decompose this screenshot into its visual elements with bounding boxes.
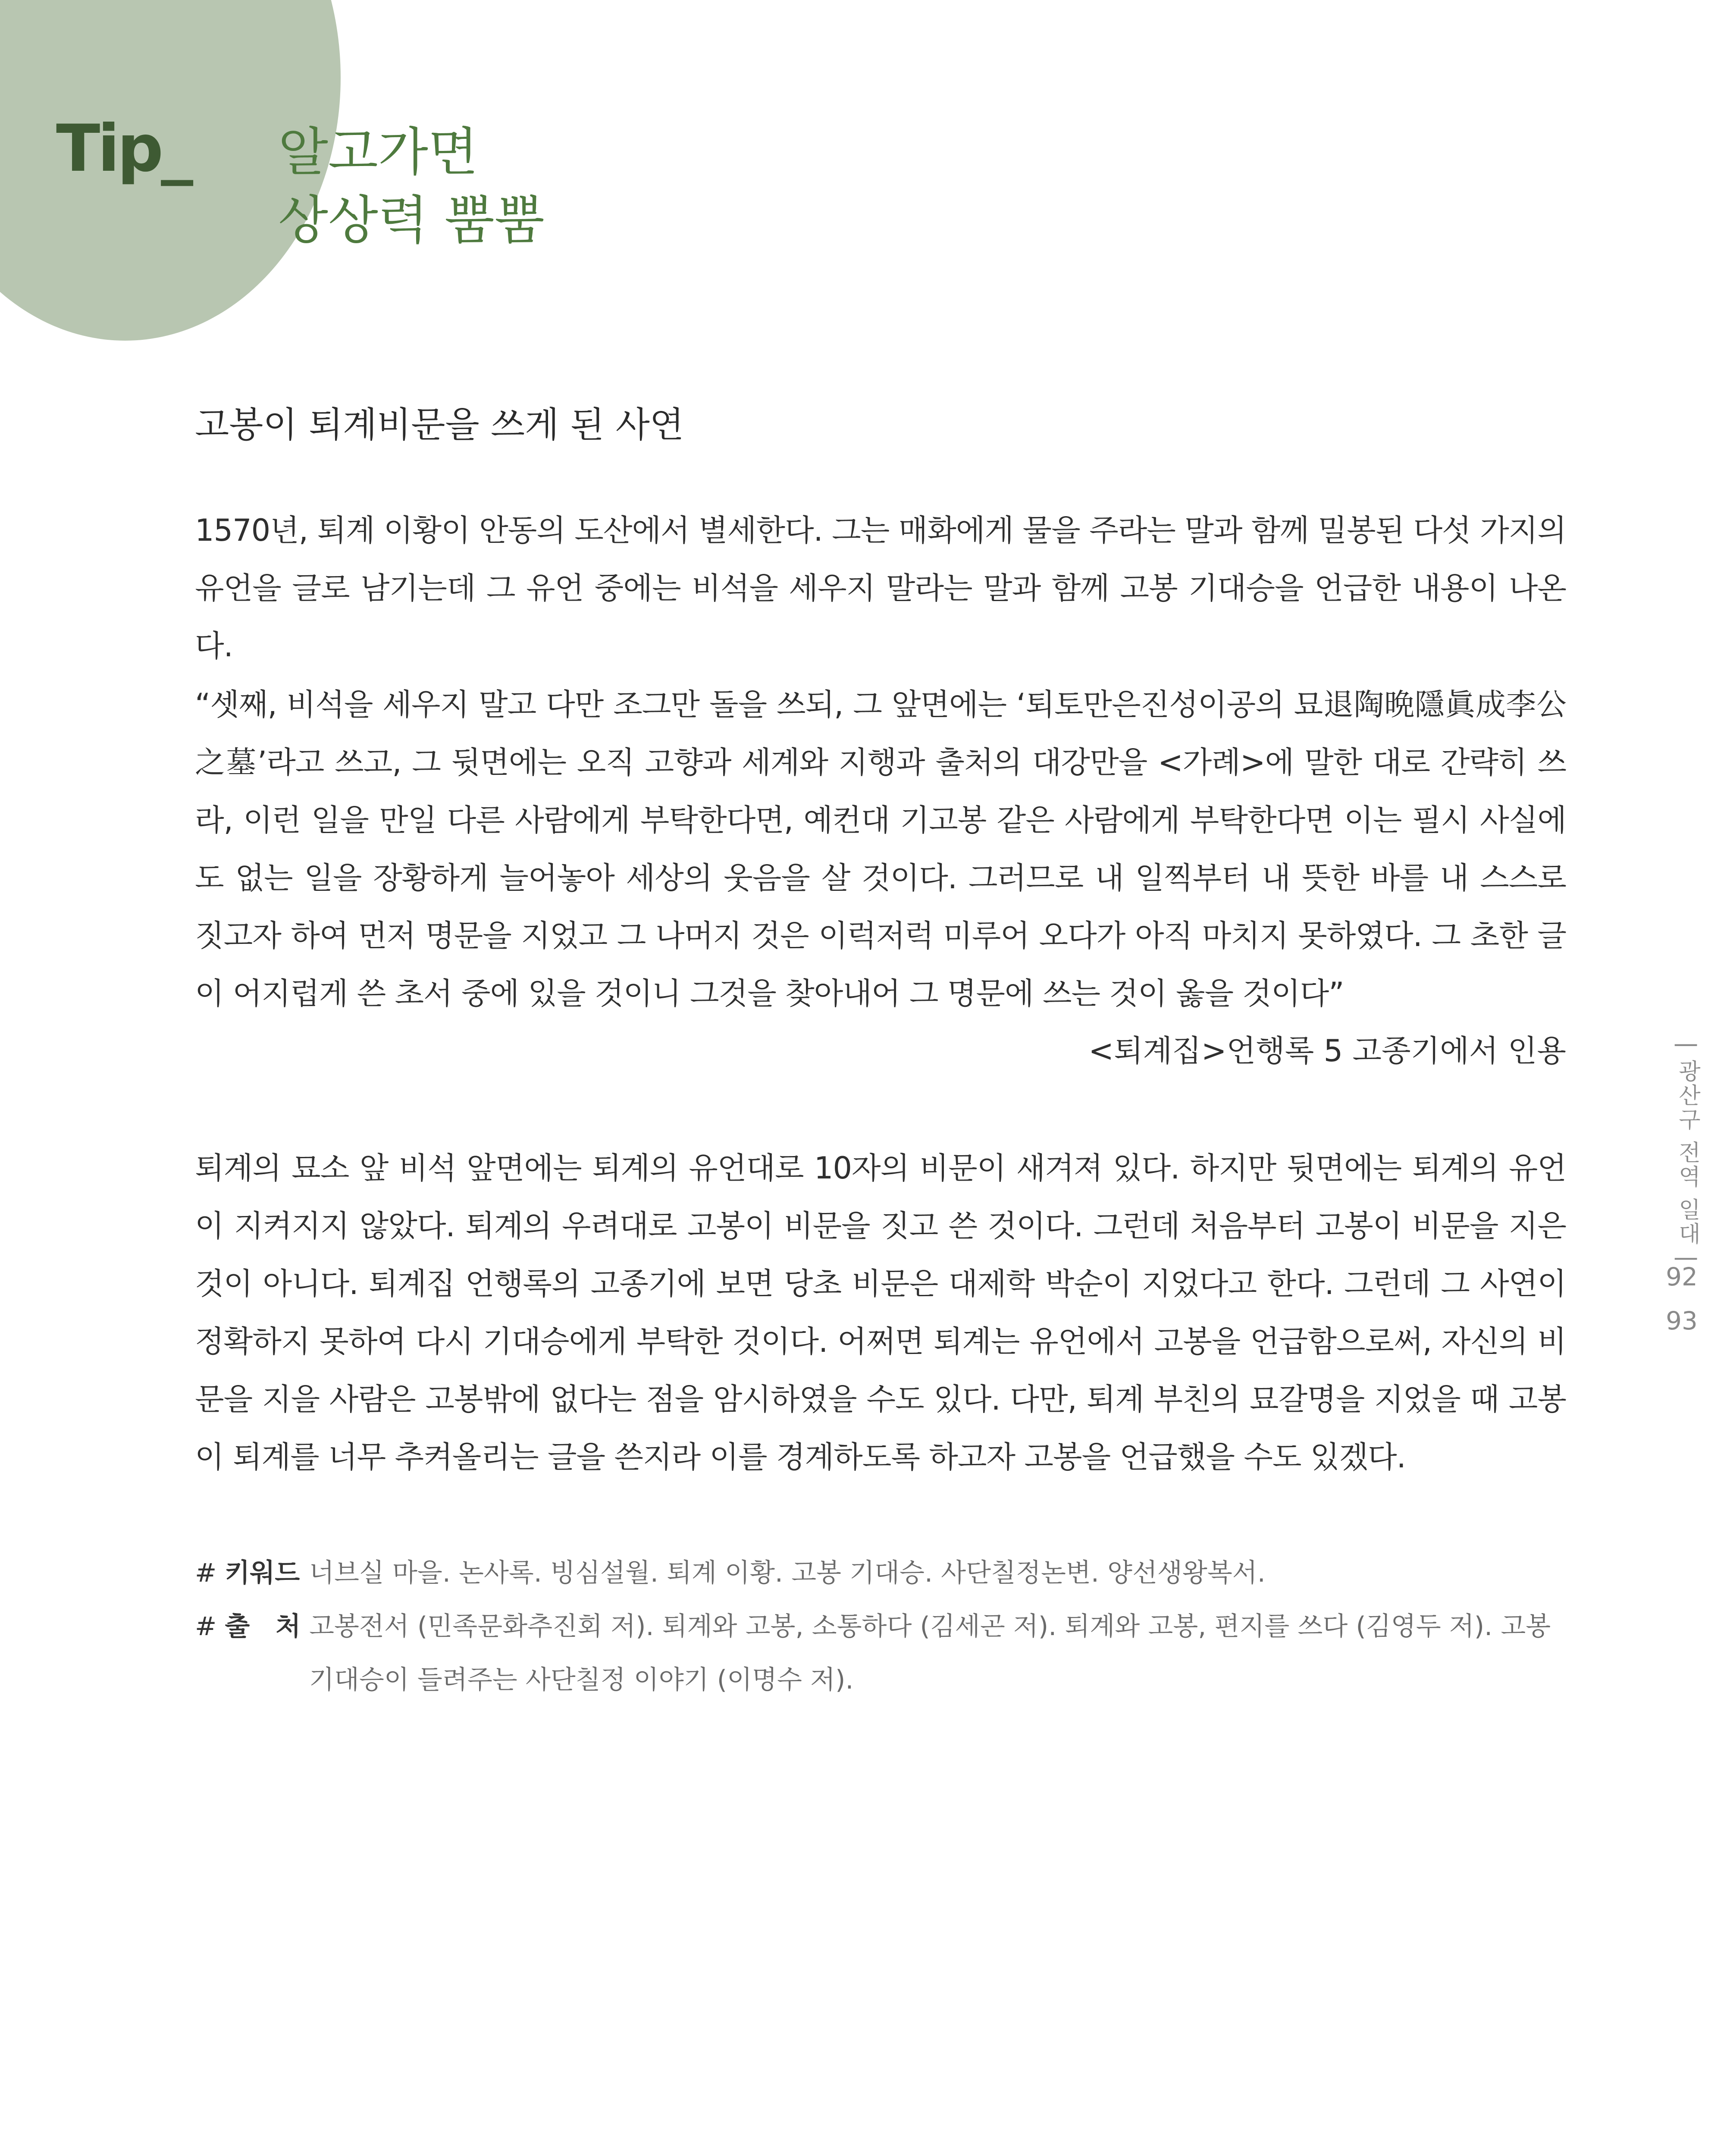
header-title-line1: 알고가면 <box>278 122 478 182</box>
paragraph-explanation: 퇴계의 묘소 앞 비석 앞면에는 퇴계의 유언대로 10자의 비문이 새겨져 있다. 하지만 뒷면에는 퇴계의 유언이 지켜지지 않았다. 퇴계의 우려대로 고봉이 비문을 짓고 쓴 것이다. 그런데 처음부터 고봉이 비문을 지은 것이 아니다. 퇴계집 언행록의 고종기에 보면 당초 비문은 대제학 박순이 지었다고 한다. 그런데 그 사연이 정확하지 못하여 다시 기대승에게 부탁한 것이다. 어쩌면 퇴계는 유언에서 고봉을 언급함으로써, 자신의 비문을 지을 사람은 고봉밖에 없다는 점을 암시하였을 수도 있다. 다만, 퇴계 부친의 묘갈명을 지었을 때 고봉이 퇴계를 너무 추켜올리는 글을 쓴지라 이를 경계하도록 하고자 고봉을 언급했을 수도 있겠다. <box>195 1150 1566 1475</box>
header-title <box>278 119 545 255</box>
section-heading: 고봉이 퇴계비문을 쓰게 된 사연 <box>195 404 684 445</box>
meta-block <box>195 1546 1566 1707</box>
keyword-row <box>195 1546 1566 1600</box>
source-row <box>195 1600 1566 1707</box>
header-title-line2: 상상력 뿜뿜 <box>278 191 545 251</box>
source-label: # 출 처 <box>195 1611 301 1642</box>
page-number-left: 92 <box>1666 1262 1698 1291</box>
page-numbers <box>1656 1255 1708 1343</box>
tip-label: Tip_ <box>56 111 191 186</box>
keyword-label: # 키워드 <box>195 1558 300 1588</box>
section-side-label: | 광산구 전역 일대 | <box>1674 1041 1700 1265</box>
quote-citation: <퇴계집>언행록 5 고종기에서 인용 <box>1088 1033 1566 1069</box>
keyword-value: 너브실 마을. 논사록. 빙심설월. 퇴계 이황. 고봉 기대승. 사단칠정논변. 양선생왕복서. <box>309 1558 1266 1588</box>
source-value: 고봉전서 (민족문화추진회 저). 퇴계와 고봉, 소통하다 (김세곤 저). 퇴계와 고봉, 편지를 쓰다 (김영두 저). 고봉 기대승이 들려주는 사단칠정 이야기 (이명수 저). <box>309 1611 1551 1695</box>
paragraph-quote: “셋째, 비석을 세우지 말고 다만 조그만 돌을 쓰되, 그 앞면에는 ‘퇴토만은진성이공의 묘退陶晩隱眞成李公之墓’라고 쓰고, 그 뒷면에는 오직 고향과 세계와 지행과 출처의 대강만을 <가례>에 말한 대로 간략히 쓰라, 이런 일을 만일 다른 사람에게 부탁한다면, 예컨대 기고봉 같은 사람에게 부탁한다면 이는 필시 사실에도 없는 일을 장황하게 늘어놓아 세상의 웃음을 살 것이다. 그러므로 내 일찍부터 내 뜻한 바를 내 스스로 짓고자 하여 먼저 명문을 지었고 그 나머지 것은 이럭저럭 미루어 오다가 아직 마치지 못하였다. 그 초한 글이 어지럽게 쓴 초서 중에 있을 것이니 그것을 찾아내어 그 명문에 쓰는 것이 옳을 것이다” <box>195 687 1566 1011</box>
paragraph-intro: 1570년, 퇴계 이황이 안동의 도산에서 별세한다. 그는 매화에게 물을 주라는 말과 함께 밀봉된 다섯 가지의 유언을 글로 남기는데 그 유언 중에는 비석을 세우지 말라는 말과 함께 고봉 기대승을 언급한 내용이 나온다. <box>195 513 1566 664</box>
page-number-right: 93 <box>1666 1306 1698 1335</box>
